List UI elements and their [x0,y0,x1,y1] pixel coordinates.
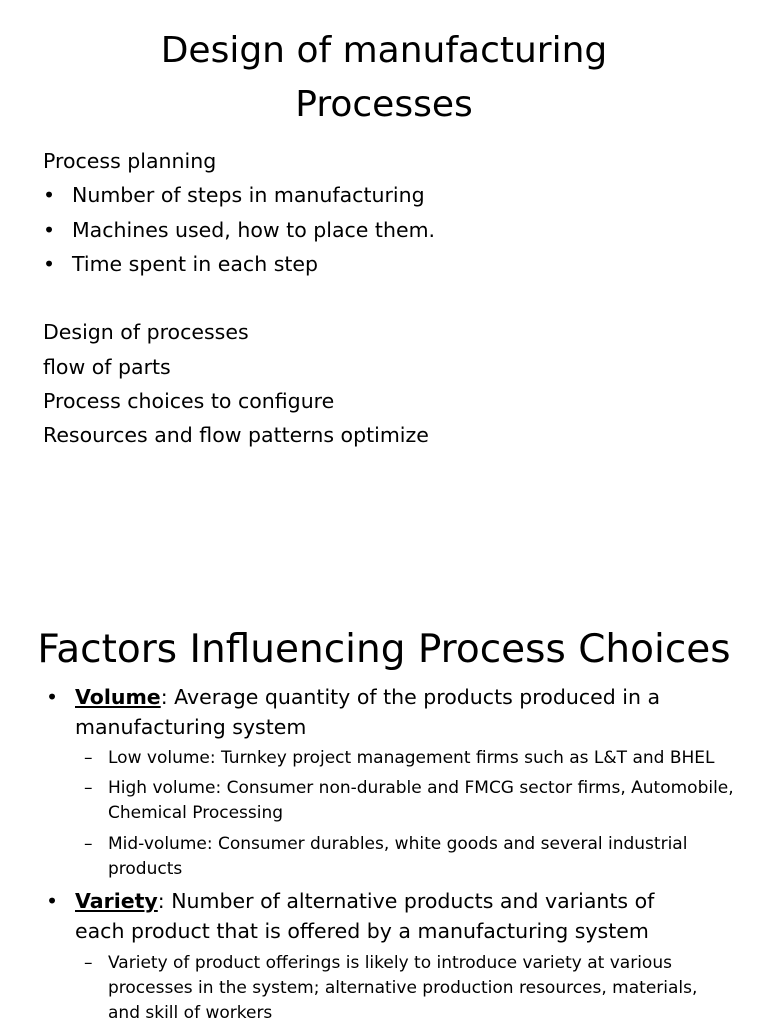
sub-item [84,776,734,826]
text-line: Design of processes [43,320,249,345]
slide-body [43,144,743,453]
dash-marker: – [84,748,93,768]
bullet-marker: • [46,685,59,709]
bullet-item: • Time spent in each step [43,247,743,281]
term-variety: Variety [75,889,158,913]
slide-title-line-1: Design of manufacturing [160,30,608,71]
term-volume: Volume [75,685,161,709]
text-line: Resources and flow patterns optimize [43,423,429,448]
sub-item-text: Variety of product offerings is likely to introduce variety at various processes in the system; alternative production resources, materials, and skill of workers [108,953,698,1023]
sub-item [84,746,734,771]
blank-line [43,281,743,315]
bullet-item-variety [46,887,686,946]
sub-item-text: Mid-volume: Consumer durables, white goods and several industrial products [108,834,688,879]
sub-item [84,832,734,882]
dash-marker: – [84,953,93,973]
sub-item-text: Low volume: Turnkey project management firms such as L&T and BHEL [108,748,715,768]
dash-marker: – [84,778,93,798]
sub-item [84,951,734,1026]
bullet-marker: • [46,889,59,913]
text-line: Process choices to configure [43,389,335,414]
slide-title: Factors Influencing Process Choices [37,627,731,672]
text-line: flow of parts [43,354,171,379]
bullet-item-volume [46,683,686,742]
dash-marker: – [84,834,93,854]
term-variety-description: : Number of alternative products and variants of each product that is offered by a manufacturing system [75,889,655,943]
sub-item-text: High volume: Consumer non-durable and FMCG sector firms, Automobile, Chemical Processing [108,778,734,823]
bullet-item: • Machines used, how to place them. [43,213,743,247]
term-volume-description: : Average quantity of the products produced in a manufacturing system [75,685,661,739]
slide-title [0,24,768,132]
bullet-item: • Number of steps in manufacturing [43,178,743,212]
slide-title-line-2: Processes [295,84,473,125]
section-heading: Process planning [43,149,217,173]
slide-factors-influencing [0,560,768,1024]
